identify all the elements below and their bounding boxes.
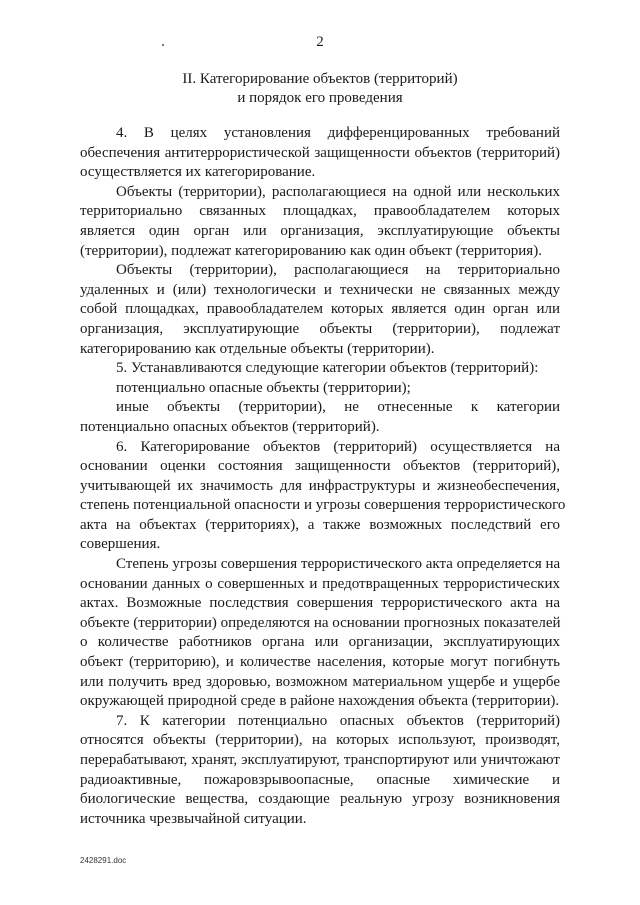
text-line: основании оценки состояния защищенности объектов (территорий), <box>80 458 560 475</box>
file-name-footer: 2428291.doc <box>80 856 127 865</box>
page-number: 2 <box>316 34 324 50</box>
text-line: осуществляется их категорирование. <box>80 164 316 181</box>
text-line: Объекты (территории), располагающиеся на одной или нескольких <box>116 183 560 200</box>
scan-speck <box>162 44 164 46</box>
text-line: совершения. <box>80 536 161 553</box>
text-line: (территории), подлежат категорированию как один объект (территория). <box>80 242 542 259</box>
text-line: 7. К категории потенциально опасных объектов (территорий) <box>116 712 560 729</box>
text-line: категорированию как отдельные объекты (территории). <box>80 340 435 357</box>
text-line: удаленных и (или) технологически и технически не связанных между <box>80 281 560 298</box>
heading-line-1: II. Категорирование объектов (территорий) <box>182 71 458 87</box>
text-line: иные объекты (территории), не отнесенные к категории <box>116 399 560 416</box>
text-line: источника чрезвычайной ситуации. <box>80 810 307 827</box>
text-line: потенциально опасные объекты (территории); <box>116 379 411 396</box>
text-line: Объекты (территории), располагающиеся на территориально <box>116 262 560 279</box>
text-line: обеспечения антитеррористической защищенности объектов (территорий) <box>80 144 560 161</box>
text-line: 5. Устанавливаются следующие категории объектов (территорий): <box>116 360 539 377</box>
text-line: объект (территорию), и количестве населения, которые могут погибнуть <box>80 654 560 671</box>
text-line: основании данных о совершенных и предотвращенных террористических <box>80 575 560 592</box>
text-line: 6. Категорирование объектов (территорий) осуществляется на <box>116 438 560 455</box>
text-line: потенциально опасных объектов (территорий). <box>80 418 380 435</box>
text-line: организация, эксплуатирующие объекты (территории), подлежат <box>80 320 560 337</box>
text-line: собой площадках, правообладателем которых является один орган или <box>80 301 560 318</box>
text-line: перерабатывают, хранят, эксплуатируют, транспортируют или уничтожают <box>80 752 560 768</box>
text-line: 4. В целях установления дифференцированных требований <box>116 125 560 141</box>
text-line: объекте (территории) определяются на основании прогнозных показателей <box>80 614 561 631</box>
text-line: окружающей природной среде в районе нахождения объекта (территории). <box>80 693 560 710</box>
text-line: является один орган или организация, эксплуатирующие объекты <box>80 222 560 239</box>
text-line: учитывающей их значимость для инфраструктуры и жизнеобеспечения, <box>80 477 560 494</box>
heading-line-2: и порядок его проведения <box>237 90 403 106</box>
text-line: Степень угрозы совершения террористического акта определяется на <box>116 556 561 573</box>
text-line: актах. Возможные последствия совершения террористического акта на <box>80 595 560 612</box>
text-line: о количестве работников органа или организации, эксплуатирующих <box>80 634 560 651</box>
text-line: территориально связанных площадках, правообладателем которых <box>80 203 560 220</box>
section-heading <box>80 70 560 108</box>
text-line: биологические вещества, создающие реальную угрозу возникновения <box>80 791 560 808</box>
text-line: степень потенциальной опасности и угрозы совершения террористического <box>80 497 566 514</box>
text-line: относятся объекты (территории), на которых используют, производят, <box>80 732 560 749</box>
text-line: акта на объектах (территориях), а также возможных последствий его <box>80 516 560 533</box>
document-body <box>80 124 566 829</box>
text-line: радиоактивные, пожаровзрывоопасные, опасные химические и <box>80 771 560 788</box>
text-line: или получить вред здоровью, возможном материальном ущербе и ущербе <box>80 673 560 690</box>
